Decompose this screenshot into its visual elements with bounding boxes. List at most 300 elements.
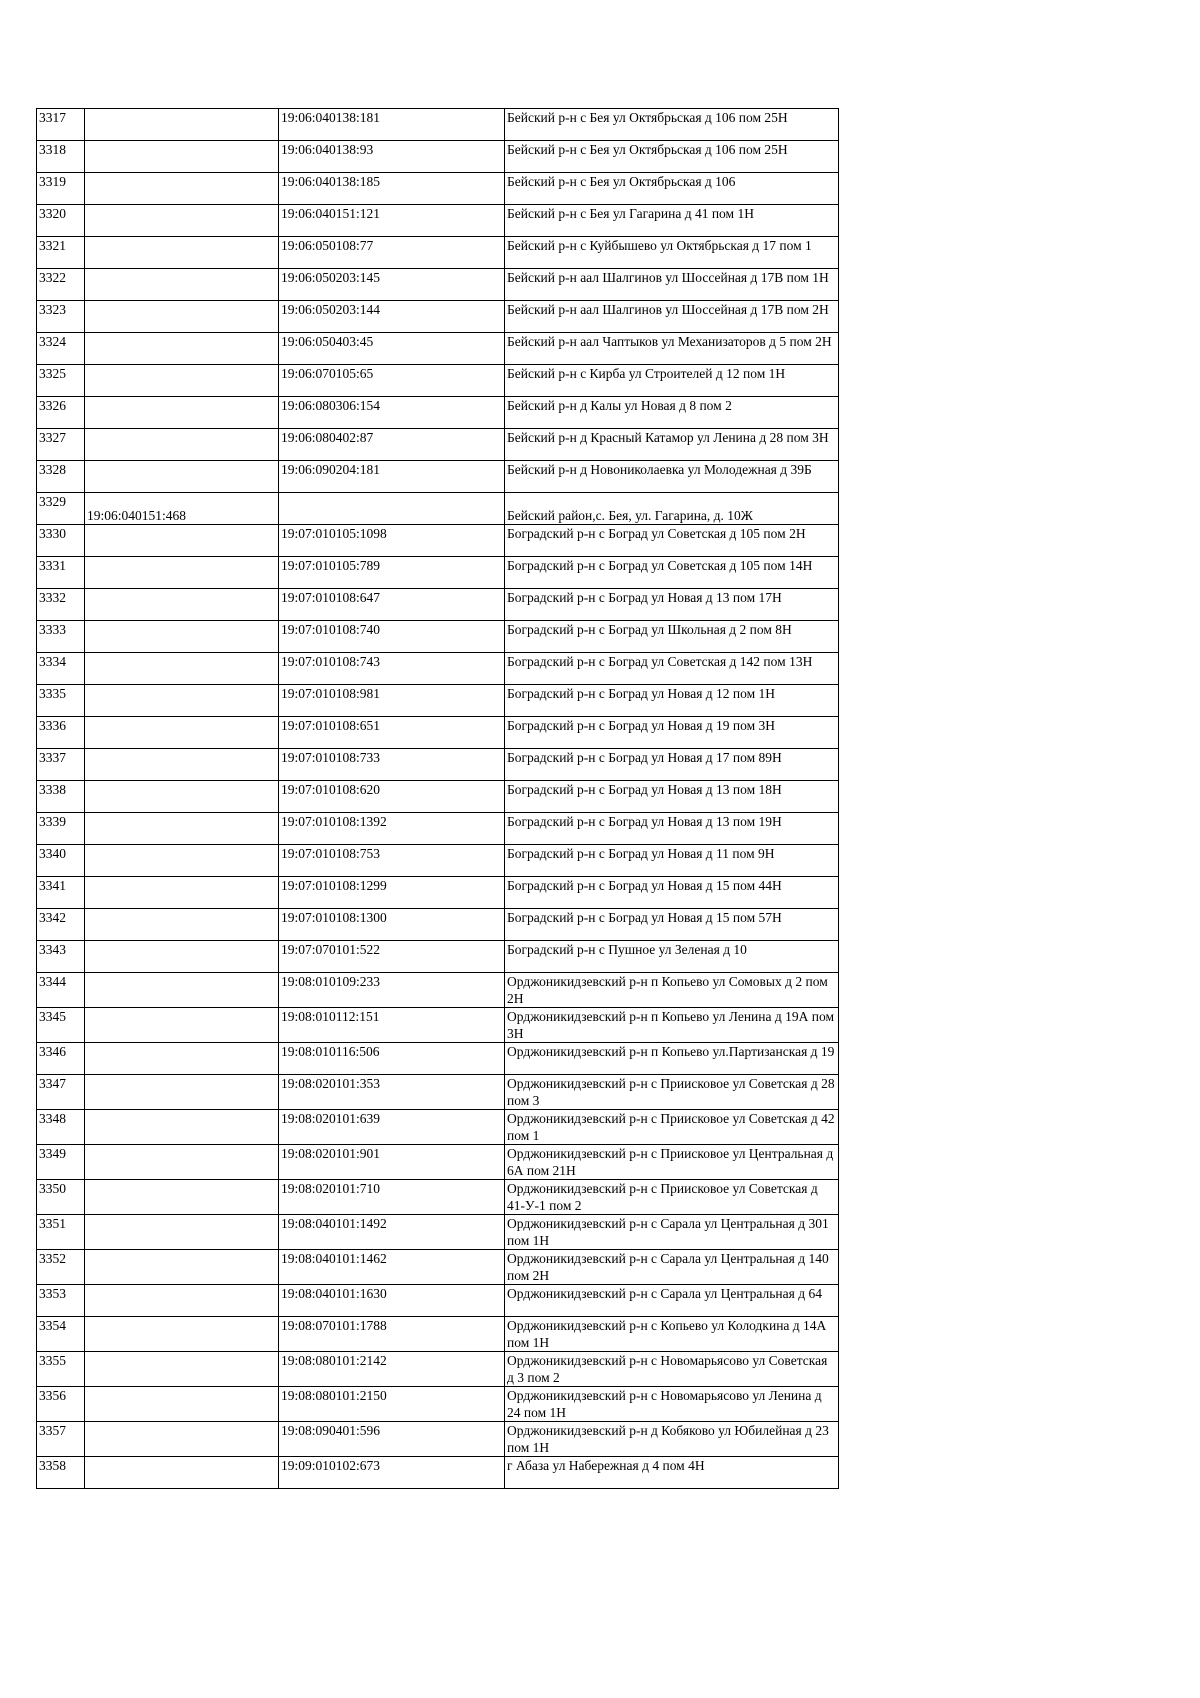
address-cell bbox=[505, 493, 839, 525]
cadastral-number-cell-alt bbox=[85, 685, 279, 717]
address-cell bbox=[505, 205, 839, 237]
cadastral-number-cell bbox=[279, 877, 505, 909]
cadastral-number-cell bbox=[279, 237, 505, 269]
address-text: Орджоникидзевский р-н с Приисковое ул Советская д 42 пом 1 bbox=[507, 1111, 835, 1143]
cadastral-number-cell bbox=[279, 141, 505, 173]
cadastral-number-cell bbox=[279, 1250, 505, 1285]
cadastral-number-text: 19:06:080306:154 bbox=[281, 398, 381, 413]
cadastral-number-text-alt: 19:06:040151:468 bbox=[87, 508, 187, 523]
cadastral-number-cell-alt bbox=[85, 1317, 279, 1352]
address-cell bbox=[505, 589, 839, 621]
address-cell bbox=[505, 685, 839, 717]
address-cell bbox=[505, 557, 839, 589]
row-number-text: 3353 bbox=[39, 1286, 66, 1301]
table-row bbox=[37, 397, 839, 429]
cadastral-number-cell-alt bbox=[85, 461, 279, 493]
row-number-cell bbox=[37, 1250, 85, 1285]
row-number-text: 3326 bbox=[39, 398, 66, 413]
cadastral-number-text: 19:08:080101:2142 bbox=[281, 1353, 387, 1368]
address-cell bbox=[505, 301, 839, 333]
cadastral-number-cell bbox=[279, 1110, 505, 1145]
row-number-cell bbox=[37, 845, 85, 877]
row-number-cell bbox=[37, 589, 85, 621]
address-cell bbox=[505, 525, 839, 557]
table-row bbox=[37, 365, 839, 397]
address-cell bbox=[505, 813, 839, 845]
cadastral-number-text: 19:06:070105:65 bbox=[281, 366, 374, 381]
address-text: Боградский р-н с Боград ул Новая д 11 пом 9Н bbox=[507, 846, 775, 861]
cadastral-number-text: 19:08:020101:353 bbox=[281, 1076, 381, 1091]
cadastral-number-text: 19:08:010116:506 bbox=[281, 1044, 380, 1059]
address-cell bbox=[505, 909, 839, 941]
address-cell bbox=[505, 1043, 839, 1075]
cadastral-number-cell-alt bbox=[85, 1043, 279, 1075]
address-cell bbox=[505, 269, 839, 301]
address-text: Боградский р-н с Боград ул Новая д 13 пом 18Н bbox=[507, 782, 782, 797]
row-number-cell bbox=[37, 397, 85, 429]
row-number-cell bbox=[37, 877, 85, 909]
cadastral-number-text: 19:07:010108:743 bbox=[281, 654, 381, 669]
cadastral-number-cell bbox=[279, 973, 505, 1008]
cadastral-number-cell bbox=[279, 589, 505, 621]
address-text: Бейский р-н аал Чаптыков ул Механизаторов д 5 пом 2Н bbox=[507, 334, 832, 349]
row-number-cell bbox=[37, 365, 85, 397]
cadastral-number-cell bbox=[279, 173, 505, 205]
cadastral-number-cell bbox=[279, 1008, 505, 1043]
cadastral-number-text: 19:08:020101:710 bbox=[281, 1181, 381, 1196]
row-number-text: 3343 bbox=[39, 942, 66, 957]
table-row bbox=[37, 941, 839, 973]
address-text: Орджоникидзевский р-н д Кобяково ул Юбилейная д 23 пом 1Н bbox=[507, 1423, 829, 1455]
address-text: Орджоникидзевский р-н с Сарала ул Центральная д 64 bbox=[507, 1286, 822, 1301]
row-number-text: 3351 bbox=[39, 1216, 66, 1231]
row-number-cell bbox=[37, 333, 85, 365]
cadastral-number-cell-alt bbox=[85, 653, 279, 685]
table-row bbox=[37, 1250, 839, 1285]
row-number-text: 3352 bbox=[39, 1251, 66, 1266]
row-number-text: 3356 bbox=[39, 1388, 66, 1403]
cadastral-number-text: 19:08:090401:596 bbox=[281, 1423, 381, 1438]
cadastral-number-cell bbox=[279, 397, 505, 429]
address-text: Орджоникидзевский р-н с Новомарьясово ул Советская д 3 пом 2 bbox=[507, 1353, 828, 1385]
row-number-text: 3328 bbox=[39, 462, 66, 477]
cadastral-number-text: 19:09:010102:673 bbox=[281, 1458, 381, 1473]
cadastral-number-text: 19:08:040101:1462 bbox=[281, 1251, 387, 1266]
row-number-text: 3325 bbox=[39, 366, 66, 381]
cadastral-number-cell-alt bbox=[85, 205, 279, 237]
table-row bbox=[37, 749, 839, 781]
cadastral-number-cell bbox=[279, 1180, 505, 1215]
address-cell bbox=[505, 941, 839, 973]
address-cell bbox=[505, 1250, 839, 1285]
table-row bbox=[37, 813, 839, 845]
cadastral-number-cell-alt bbox=[85, 109, 279, 141]
cadastral-number-cell-alt bbox=[85, 1215, 279, 1250]
address-text: Орджоникидзевский р-н с Сарала ул Центральная д 140 пом 2Н bbox=[507, 1251, 829, 1283]
table-row bbox=[37, 1215, 839, 1250]
row-number-cell bbox=[37, 301, 85, 333]
cadastral-number-cell-alt bbox=[85, 589, 279, 621]
cadastral-number-text: 19:07:010105:789 bbox=[281, 558, 381, 573]
address-text: Бейский р-н с Бея ул Октябрьская д 106 bbox=[507, 174, 736, 189]
table-row bbox=[37, 269, 839, 301]
cadastral-number-text: 19:07:010105:1098 bbox=[281, 526, 387, 541]
cadastral-number-cell bbox=[279, 813, 505, 845]
table-row bbox=[37, 461, 839, 493]
row-number-text: 3346 bbox=[39, 1044, 66, 1059]
cadastral-number-text: 19:06:040151:121 bbox=[281, 206, 381, 221]
cadastral-number-text: 19:08:020101:639 bbox=[281, 1111, 381, 1126]
address-text: Бейский район,с. Бея, ул. Гагарина, д. 10Ж bbox=[507, 508, 753, 523]
address-cell bbox=[505, 1285, 839, 1317]
table-row bbox=[37, 845, 839, 877]
row-number-cell bbox=[37, 173, 85, 205]
cadastral-number-text: 19:06:050203:144 bbox=[281, 302, 381, 317]
row-number-text: 3348 bbox=[39, 1111, 66, 1126]
row-number-text: 3349 bbox=[39, 1146, 66, 1161]
address-cell bbox=[505, 141, 839, 173]
table-row bbox=[37, 205, 839, 237]
row-number-cell bbox=[37, 1008, 85, 1043]
row-number-cell bbox=[37, 1043, 85, 1075]
cadastral-number-cell-alt bbox=[85, 1145, 279, 1180]
address-text: Бейский р-н с Куйбышево ул Октябрьская д 17 пом 1 bbox=[507, 238, 812, 253]
address-text: Бейский р-н д Новониколаевка ул Молодежная д 39Б bbox=[507, 462, 812, 477]
row-number-cell bbox=[37, 205, 85, 237]
address-cell bbox=[505, 1110, 839, 1145]
cadastral-number-cell bbox=[279, 1145, 505, 1180]
cadastral-number-text: 19:06:040138:185 bbox=[281, 174, 381, 189]
cadastral-number-text: 19:07:010108:651 bbox=[281, 718, 381, 733]
row-number-cell bbox=[37, 1145, 85, 1180]
row-number-text: 3317 bbox=[39, 110, 66, 125]
row-number-text: 3336 bbox=[39, 718, 66, 733]
row-number-cell bbox=[37, 685, 85, 717]
address-text: Бейский р-н с Бея ул Октябрьская д 106 пом 25Н bbox=[507, 142, 788, 157]
cadastral-number-text: 19:06:040138:93 bbox=[281, 142, 374, 157]
row-number-cell bbox=[37, 109, 85, 141]
cadastral-number-cell-alt bbox=[85, 1352, 279, 1387]
address-text: г Абаза ул Набережная д 4 пом 4Н bbox=[507, 1458, 705, 1473]
address-cell bbox=[505, 1145, 839, 1180]
cadastral-number-cell-alt bbox=[85, 813, 279, 845]
cadastral-number-text: 19:08:020101:901 bbox=[281, 1146, 381, 1161]
address-text: Боградский р-н с Боград ул Советская д 105 пом 14Н bbox=[507, 558, 813, 573]
address-cell bbox=[505, 429, 839, 461]
address-cell bbox=[505, 109, 839, 141]
cadastral-number-text: 19:07:010108:1299 bbox=[281, 878, 387, 893]
row-number-text: 3332 bbox=[39, 590, 66, 605]
address-cell bbox=[505, 1075, 839, 1110]
row-number-text: 3338 bbox=[39, 782, 66, 797]
address-text: Орджоникидзевский р-н п Копьево ул Сомовых д 2 пом 2Н bbox=[507, 974, 828, 1006]
cadastral-number-cell-alt bbox=[85, 1285, 279, 1317]
row-number-text: 3337 bbox=[39, 750, 66, 765]
row-number-cell bbox=[37, 493, 85, 525]
cadastral-number-cell bbox=[279, 845, 505, 877]
cadastral-number-cell-alt bbox=[85, 1110, 279, 1145]
cadastral-number-cell-alt bbox=[85, 525, 279, 557]
cadastral-number-text: 19:06:080402:87 bbox=[281, 430, 374, 445]
address-cell bbox=[505, 1387, 839, 1422]
cadastral-number-cell bbox=[279, 333, 505, 365]
address-text: Бейский р-н аал Шалгинов ул Шоссейная д 17В пом 1Н bbox=[507, 270, 829, 285]
row-number-text: 3358 bbox=[39, 1458, 66, 1473]
row-number-cell bbox=[37, 557, 85, 589]
address-text: Бейский р-н с Бея ул Гагарина д 41 пом 1Н bbox=[507, 206, 754, 221]
row-number-text: 3318 bbox=[39, 142, 66, 157]
cadastral-number-text: 19:08:010109:233 bbox=[281, 974, 381, 989]
address-text: Бейский р-н д Калы ул Новая д 8 пом 2 bbox=[507, 398, 732, 413]
table-row bbox=[37, 653, 839, 685]
row-number-cell bbox=[37, 717, 85, 749]
cadastral-number-text: 19:08:070101:1788 bbox=[281, 1318, 387, 1333]
row-number-text: 3327 bbox=[39, 430, 66, 445]
table-row bbox=[37, 1317, 839, 1352]
address-text: Боградский р-н с Боград ул Новая д 19 пом 3Н bbox=[507, 718, 776, 733]
cadastral-number-cell bbox=[279, 749, 505, 781]
address-cell bbox=[505, 365, 839, 397]
table-row bbox=[37, 1285, 839, 1317]
table-row bbox=[37, 1422, 839, 1457]
address-cell bbox=[505, 1180, 839, 1215]
row-number-text: 3335 bbox=[39, 686, 66, 701]
address-text: Орджоникидзевский р-н с Копьево ул Колодкина д 14А пом 1Н bbox=[507, 1318, 827, 1350]
cadastral-number-cell-alt bbox=[85, 269, 279, 301]
cadastral-number-cell bbox=[279, 717, 505, 749]
address-text: Орджоникидзевский р-н с Приисковое ул Советская д 41-У-1 пом 2 bbox=[507, 1181, 818, 1213]
cadastral-number-cell bbox=[279, 1317, 505, 1352]
cadastral-number-text: 19:07:010108:733 bbox=[281, 750, 381, 765]
property-table bbox=[36, 108, 839, 1489]
row-number-text: 3324 bbox=[39, 334, 66, 349]
table-row bbox=[37, 525, 839, 557]
row-number-cell bbox=[37, 1422, 85, 1457]
cadastral-number-cell bbox=[279, 941, 505, 973]
cadastral-number-text: 19:06:090204:181 bbox=[281, 462, 381, 477]
row-number-cell bbox=[37, 1317, 85, 1352]
address-text: Боградский р-н с Боград ул Советская д 142 пом 13Н bbox=[507, 654, 813, 669]
row-number-cell bbox=[37, 1285, 85, 1317]
table-row bbox=[37, 1110, 839, 1145]
row-number-cell bbox=[37, 1387, 85, 1422]
cadastral-number-cell bbox=[279, 685, 505, 717]
cadastral-number-cell-alt bbox=[85, 301, 279, 333]
row-number-text: 3330 bbox=[39, 526, 66, 541]
cadastral-number-text: 19:08:040101:1630 bbox=[281, 1286, 387, 1301]
cadastral-number-cell-alt bbox=[85, 1250, 279, 1285]
address-text: Боградский р-н с Боград ул Новая д 12 пом 1Н bbox=[507, 686, 776, 701]
cadastral-number-cell-alt bbox=[85, 1008, 279, 1043]
row-number-text: 3340 bbox=[39, 846, 66, 861]
table-row bbox=[37, 173, 839, 205]
cadastral-number-cell-alt bbox=[85, 1075, 279, 1110]
row-number-text: 3329 bbox=[39, 494, 66, 509]
cadastral-number-cell bbox=[279, 429, 505, 461]
cadastral-number-text: 19:08:080101:2150 bbox=[281, 1388, 387, 1403]
cadastral-number-cell bbox=[279, 205, 505, 237]
cadastral-number-cell bbox=[279, 525, 505, 557]
cadastral-number-text: 19:07:010108:981 bbox=[281, 686, 381, 701]
cadastral-number-cell-alt bbox=[85, 365, 279, 397]
cadastral-number-text: 19:07:010108:1392 bbox=[281, 814, 387, 829]
address-cell bbox=[505, 845, 839, 877]
cadastral-number-cell-alt bbox=[85, 429, 279, 461]
row-number-text: 3323 bbox=[39, 302, 66, 317]
cadastral-number-cell-alt bbox=[85, 1457, 279, 1489]
row-number-text: 3350 bbox=[39, 1181, 66, 1196]
table-row bbox=[37, 429, 839, 461]
cadastral-number-cell bbox=[279, 461, 505, 493]
cadastral-number-cell-alt bbox=[85, 717, 279, 749]
table-row bbox=[37, 1352, 839, 1387]
row-number-text: 3334 bbox=[39, 654, 66, 669]
table-row bbox=[37, 717, 839, 749]
address-text: Орджоникидзевский р-н с Приисковое ул Центральная д 6А пом 21Н bbox=[507, 1146, 834, 1178]
cadastral-number-text: 19:07:010108:1300 bbox=[281, 910, 387, 925]
row-number-text: 3354 bbox=[39, 1318, 66, 1333]
row-number-text: 3341 bbox=[39, 878, 66, 893]
row-number-cell bbox=[37, 781, 85, 813]
cadastral-number-text: 19:06:050403:45 bbox=[281, 334, 374, 349]
table-row bbox=[37, 1008, 839, 1043]
cadastral-number-cell bbox=[279, 653, 505, 685]
row-number-cell bbox=[37, 237, 85, 269]
cadastral-number-cell bbox=[279, 1043, 505, 1075]
row-number-text: 3322 bbox=[39, 270, 66, 285]
row-number-text: 3339 bbox=[39, 814, 66, 829]
address-text: Боградский р-н с Боград ул Советская д 105 пом 2Н bbox=[507, 526, 806, 541]
row-number-text: 3342 bbox=[39, 910, 66, 925]
address-cell bbox=[505, 717, 839, 749]
table-row bbox=[37, 1387, 839, 1422]
address-text: Орджоникидзевский р-н с Сарала ул Центральная д 301 пом 1Н bbox=[507, 1216, 829, 1248]
row-number-cell bbox=[37, 621, 85, 653]
row-number-text: 3344 bbox=[39, 974, 66, 989]
cadastral-number-cell-alt bbox=[85, 397, 279, 429]
cadastral-number-cell-alt bbox=[85, 909, 279, 941]
address-cell bbox=[505, 397, 839, 429]
table-row bbox=[37, 333, 839, 365]
row-number-cell bbox=[37, 813, 85, 845]
cadastral-number-cell bbox=[279, 1352, 505, 1387]
table-row bbox=[37, 781, 839, 813]
cadastral-number-text: 19:06:050108:77 bbox=[281, 238, 374, 253]
address-text: Бейский р-н аал Шалгинов ул Шоссейная д 17В пом 2Н bbox=[507, 302, 829, 317]
address-text: Боградский р-н с Боград ул Новая д 17 пом 89Н bbox=[507, 750, 782, 765]
table-row bbox=[37, 589, 839, 621]
cadastral-number-cell-alt bbox=[85, 845, 279, 877]
table-row bbox=[37, 685, 839, 717]
cadastral-number-cell-alt bbox=[85, 1387, 279, 1422]
cadastral-number-cell-alt bbox=[85, 557, 279, 589]
address-cell bbox=[505, 1317, 839, 1352]
address-cell bbox=[505, 1008, 839, 1043]
address-text: Боградский р-н с Боград ул Новая д 13 пом 19Н bbox=[507, 814, 782, 829]
table-row bbox=[37, 1180, 839, 1215]
cadastral-number-cell-alt bbox=[85, 237, 279, 269]
address-text: Орджоникидзевский р-н п Копьево ул.Партизанская д 19 bbox=[507, 1044, 835, 1059]
row-number-cell bbox=[37, 141, 85, 173]
cadastral-number-cell-alt bbox=[85, 941, 279, 973]
cadastral-number-cell bbox=[279, 1457, 505, 1489]
row-number-cell bbox=[37, 1352, 85, 1387]
address-cell bbox=[505, 237, 839, 269]
cadastral-number-cell-alt bbox=[85, 1422, 279, 1457]
row-number-text: 3357 bbox=[39, 1423, 66, 1438]
row-number-cell bbox=[37, 749, 85, 781]
cadastral-number-cell bbox=[279, 269, 505, 301]
row-number-cell bbox=[37, 973, 85, 1008]
row-number-cell bbox=[37, 461, 85, 493]
cadastral-number-text: 19:07:010108:753 bbox=[281, 846, 381, 861]
address-cell bbox=[505, 973, 839, 1008]
address-text: Орджоникидзевский р-н п Копьево ул Ленина д 19А пом 3Н bbox=[507, 1009, 834, 1041]
table-row bbox=[37, 1457, 839, 1489]
row-number-cell bbox=[37, 909, 85, 941]
cadastral-number-cell bbox=[279, 365, 505, 397]
cadastral-number-cell-alt bbox=[85, 173, 279, 205]
cadastral-number-cell-alt bbox=[85, 877, 279, 909]
cadastral-number-cell-alt bbox=[85, 333, 279, 365]
row-number-cell bbox=[37, 269, 85, 301]
cadastral-number-cell-alt bbox=[85, 493, 279, 525]
address-cell bbox=[505, 1422, 839, 1457]
table-body bbox=[37, 109, 839, 1489]
cadastral-number-text: 19:07:010108:620 bbox=[281, 782, 381, 797]
row-number-text: 3319 bbox=[39, 174, 66, 189]
cadastral-number-cell bbox=[279, 1285, 505, 1317]
cadastral-number-cell bbox=[279, 621, 505, 653]
row-number-cell bbox=[37, 1457, 85, 1489]
table-row bbox=[37, 301, 839, 333]
address-cell bbox=[505, 461, 839, 493]
address-text: Боградский р-н с Боград ул Новая д 15 пом 57Н bbox=[507, 910, 782, 925]
row-number-cell bbox=[37, 1215, 85, 1250]
address-cell bbox=[505, 621, 839, 653]
table-row bbox=[37, 973, 839, 1008]
row-number-cell bbox=[37, 1075, 85, 1110]
cadastral-number-text: 19:06:050203:145 bbox=[281, 270, 381, 285]
row-number-text: 3347 bbox=[39, 1076, 66, 1091]
row-number-cell bbox=[37, 429, 85, 461]
cadastral-number-text: 19:08:040101:1492 bbox=[281, 1216, 387, 1231]
address-cell bbox=[505, 749, 839, 781]
table-row bbox=[37, 237, 839, 269]
cadastral-number-cell-alt bbox=[85, 973, 279, 1008]
cadastral-number-cell bbox=[279, 109, 505, 141]
row-number-cell bbox=[37, 941, 85, 973]
cadastral-number-cell bbox=[279, 493, 505, 525]
table-row bbox=[37, 877, 839, 909]
cadastral-number-text: 19:07:070101:522 bbox=[281, 942, 381, 957]
cadastral-number-text: 19:07:010108:740 bbox=[281, 622, 381, 637]
address-text: Боградский р-н с Боград ул Новая д 15 пом 44Н bbox=[507, 878, 782, 893]
table-row bbox=[37, 109, 839, 141]
cadastral-number-cell-alt bbox=[85, 1180, 279, 1215]
row-number-text: 3321 bbox=[39, 238, 66, 253]
row-number-text: 3355 bbox=[39, 1353, 66, 1368]
address-cell bbox=[505, 877, 839, 909]
table-row bbox=[37, 621, 839, 653]
address-text: Бейский р-н д Красный Катамор ул Ленина д 28 пом 3Н bbox=[507, 430, 829, 445]
address-cell bbox=[505, 781, 839, 813]
row-number-cell bbox=[37, 1110, 85, 1145]
row-number-text: 3333 bbox=[39, 622, 66, 637]
address-text: Бейский р-н с Кирба ул Строителей д 12 пом 1Н bbox=[507, 366, 786, 381]
row-number-cell bbox=[37, 525, 85, 557]
address-text: Боградский р-н с Боград ул Школьная д 2 пом 8Н bbox=[507, 622, 792, 637]
